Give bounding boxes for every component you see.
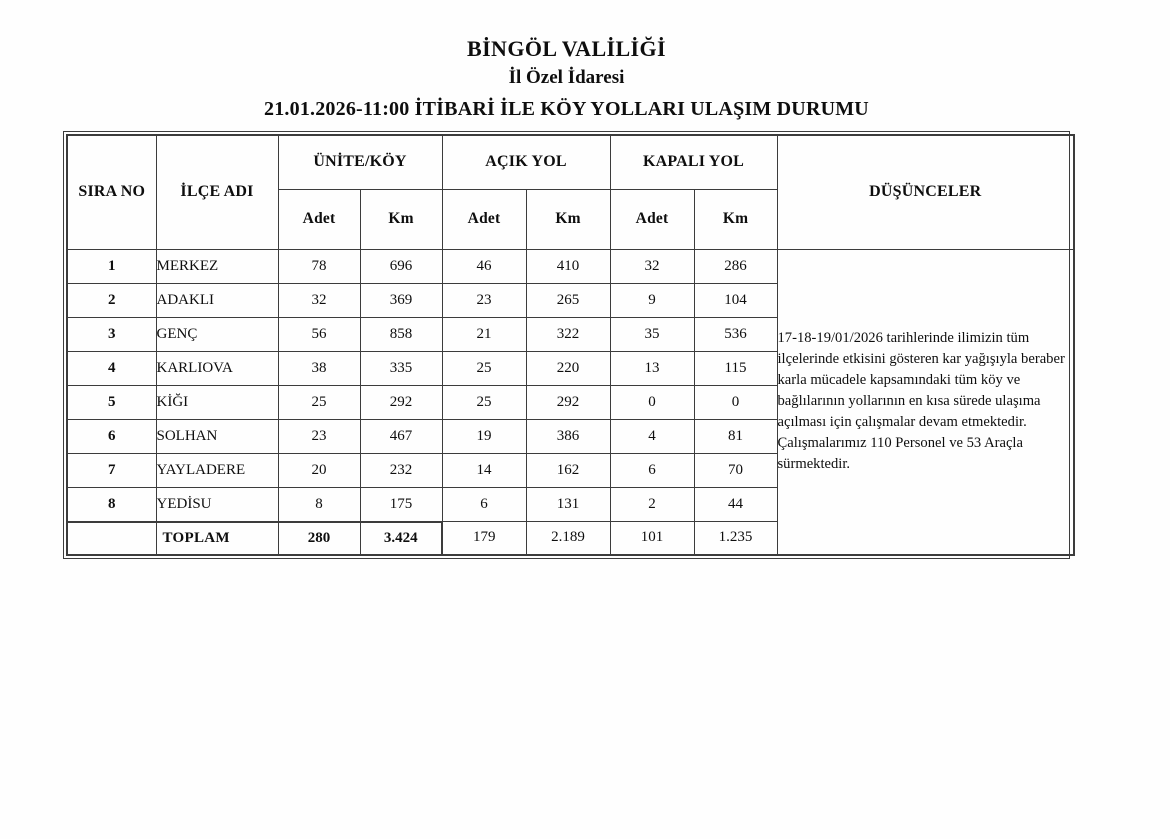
cell-acik-adet: 6 xyxy=(442,487,526,522)
col-header-unite-km: Km xyxy=(360,189,442,249)
col-group-kapali-yol: KAPALI YOL xyxy=(610,135,777,189)
cell-sira: 3 xyxy=(67,317,156,351)
col-header-unite-adet: Adet xyxy=(278,189,360,249)
cell-acik-adet: 19 xyxy=(442,419,526,453)
cell-unite-adet: 23 xyxy=(278,419,360,453)
cell-ilce: SOLHAN xyxy=(156,419,278,453)
cell-acik-adet: 21 xyxy=(442,317,526,351)
cell-unite-km: 335 xyxy=(360,351,442,385)
cell-kapali-km: 0 xyxy=(694,385,777,419)
cell-unite-km: 858 xyxy=(360,317,442,351)
col-header-kapali-adet: Adet xyxy=(610,189,694,249)
cell-acik-km: 220 xyxy=(526,351,610,385)
col-header-ilce-adi: İLÇE ADI xyxy=(156,135,278,249)
total-label: TOPLAM xyxy=(156,522,278,555)
cell-kapali-km: 286 xyxy=(694,249,777,283)
total-unite-adet: 280 xyxy=(278,522,360,555)
cell-acik-adet: 46 xyxy=(442,249,526,283)
cell-ilce: YAYLADERE xyxy=(156,453,278,487)
col-group-unite-koy: ÜNİTE/KÖY xyxy=(278,135,442,189)
col-group-acik-yol: AÇIK YOL xyxy=(442,135,610,189)
cell-kapali-km: 44 xyxy=(694,487,777,522)
road-status-table xyxy=(66,134,1075,556)
cell-sira: 8 xyxy=(67,487,156,522)
col-header-acik-km: Km xyxy=(526,189,610,249)
cell-kapali-km: 81 xyxy=(694,419,777,453)
cell-sira: 7 xyxy=(67,453,156,487)
cell-kapali-km: 536 xyxy=(694,317,777,351)
cell-kapali-adet: 32 xyxy=(610,249,694,283)
cell-ilce: KARLIOVA xyxy=(156,351,278,385)
cell-unite-km: 232 xyxy=(360,453,442,487)
cell-acik-adet: 25 xyxy=(442,351,526,385)
cell-sira-empty xyxy=(67,522,156,555)
cell-kapali-adet: 2 xyxy=(610,487,694,522)
cell-kapali-adet: 0 xyxy=(610,385,694,419)
cell-unite-km: 175 xyxy=(360,487,442,522)
total-kapali-adet: 101 xyxy=(610,522,694,555)
cell-ilce: ADAKLI xyxy=(156,283,278,317)
cell-acik-km: 386 xyxy=(526,419,610,453)
cell-acik-km: 265 xyxy=(526,283,610,317)
cell-unite-km: 292 xyxy=(360,385,442,419)
total-acik-km: 2.189 xyxy=(526,522,610,555)
cell-unite-adet: 38 xyxy=(278,351,360,385)
cell-acik-adet: 23 xyxy=(442,283,526,317)
cell-acik-adet: 25 xyxy=(442,385,526,419)
remarks-text: 17-18-19/01/2026 tarihlerinde ilimizin tüm ilçelerinde etkisini gösteren kar yağışıyla beraber karla mücadele kapsamındaki tüm köy ve bağlılarının yollarının en kısa sürede ulaşıma açılması için çalışmalar devam etmektedir. Çalışmalarımız 110 Personel ve 53 Araçla sürmektedir. xyxy=(777,249,1074,555)
total-unite-km: 3.424 xyxy=(360,522,442,555)
cell-unite-adet: 56 xyxy=(278,317,360,351)
cell-unite-adet: 25 xyxy=(278,385,360,419)
cell-acik-adet: 14 xyxy=(442,453,526,487)
total-kapali-km: 1.235 xyxy=(694,522,777,555)
col-header-dusunceler: DÜŞÜNCELER xyxy=(777,135,1074,249)
cell-ilce: MERKEZ xyxy=(156,249,278,283)
cell-unite-adet: 78 xyxy=(278,249,360,283)
cell-unite-km: 467 xyxy=(360,419,442,453)
cell-ilce: KİĞI xyxy=(156,385,278,419)
cell-acik-km: 322 xyxy=(526,317,610,351)
cell-kapali-adet: 35 xyxy=(610,317,694,351)
cell-unite-adet: 20 xyxy=(278,453,360,487)
col-header-acik-adet: Adet xyxy=(442,189,526,249)
cell-sira: 2 xyxy=(67,283,156,317)
cell-kapali-km: 70 xyxy=(694,453,777,487)
cell-sira: 4 xyxy=(67,351,156,385)
report-title: 21.01.2026-11:00 İTİBARİ İLE KÖY YOLLARI ULAŞIM DURUMU xyxy=(264,98,869,120)
cell-unite-km: 369 xyxy=(360,283,442,317)
cell-sira: 1 xyxy=(67,249,156,283)
cell-kapali-adet: 4 xyxy=(610,419,694,453)
col-header-sira-no: SIRA NO xyxy=(67,135,156,249)
org-subtitle: İl Özel İdaresi xyxy=(508,67,625,88)
cell-kapali-adet: 13 xyxy=(610,351,694,385)
org-title: BİNGÖL VALİLİĞİ xyxy=(467,36,666,61)
cell-acik-km: 292 xyxy=(526,385,610,419)
cell-kapali-km: 104 xyxy=(694,283,777,317)
cell-acik-km: 162 xyxy=(526,453,610,487)
cell-acik-km: 410 xyxy=(526,249,610,283)
cell-kapali-km: 115 xyxy=(694,351,777,385)
document-header xyxy=(63,0,1070,121)
cell-unite-adet: 8 xyxy=(278,487,360,522)
cell-sira: 5 xyxy=(67,385,156,419)
cell-unite-adet: 32 xyxy=(278,283,360,317)
col-header-kapali-km: Km xyxy=(694,189,777,249)
total-acik-adet: 179 xyxy=(442,522,526,555)
cell-unite-km: 696 xyxy=(360,249,442,283)
road-status-table-frame xyxy=(63,131,1070,559)
table-row xyxy=(67,249,1074,283)
cell-ilce: GENÇ xyxy=(156,317,278,351)
cell-ilce: YEDİSU xyxy=(156,487,278,522)
cell-kapali-adet: 9 xyxy=(610,283,694,317)
cell-sira: 6 xyxy=(67,419,156,453)
cell-kapali-adet: 6 xyxy=(610,453,694,487)
cell-acik-km: 131 xyxy=(526,487,610,522)
